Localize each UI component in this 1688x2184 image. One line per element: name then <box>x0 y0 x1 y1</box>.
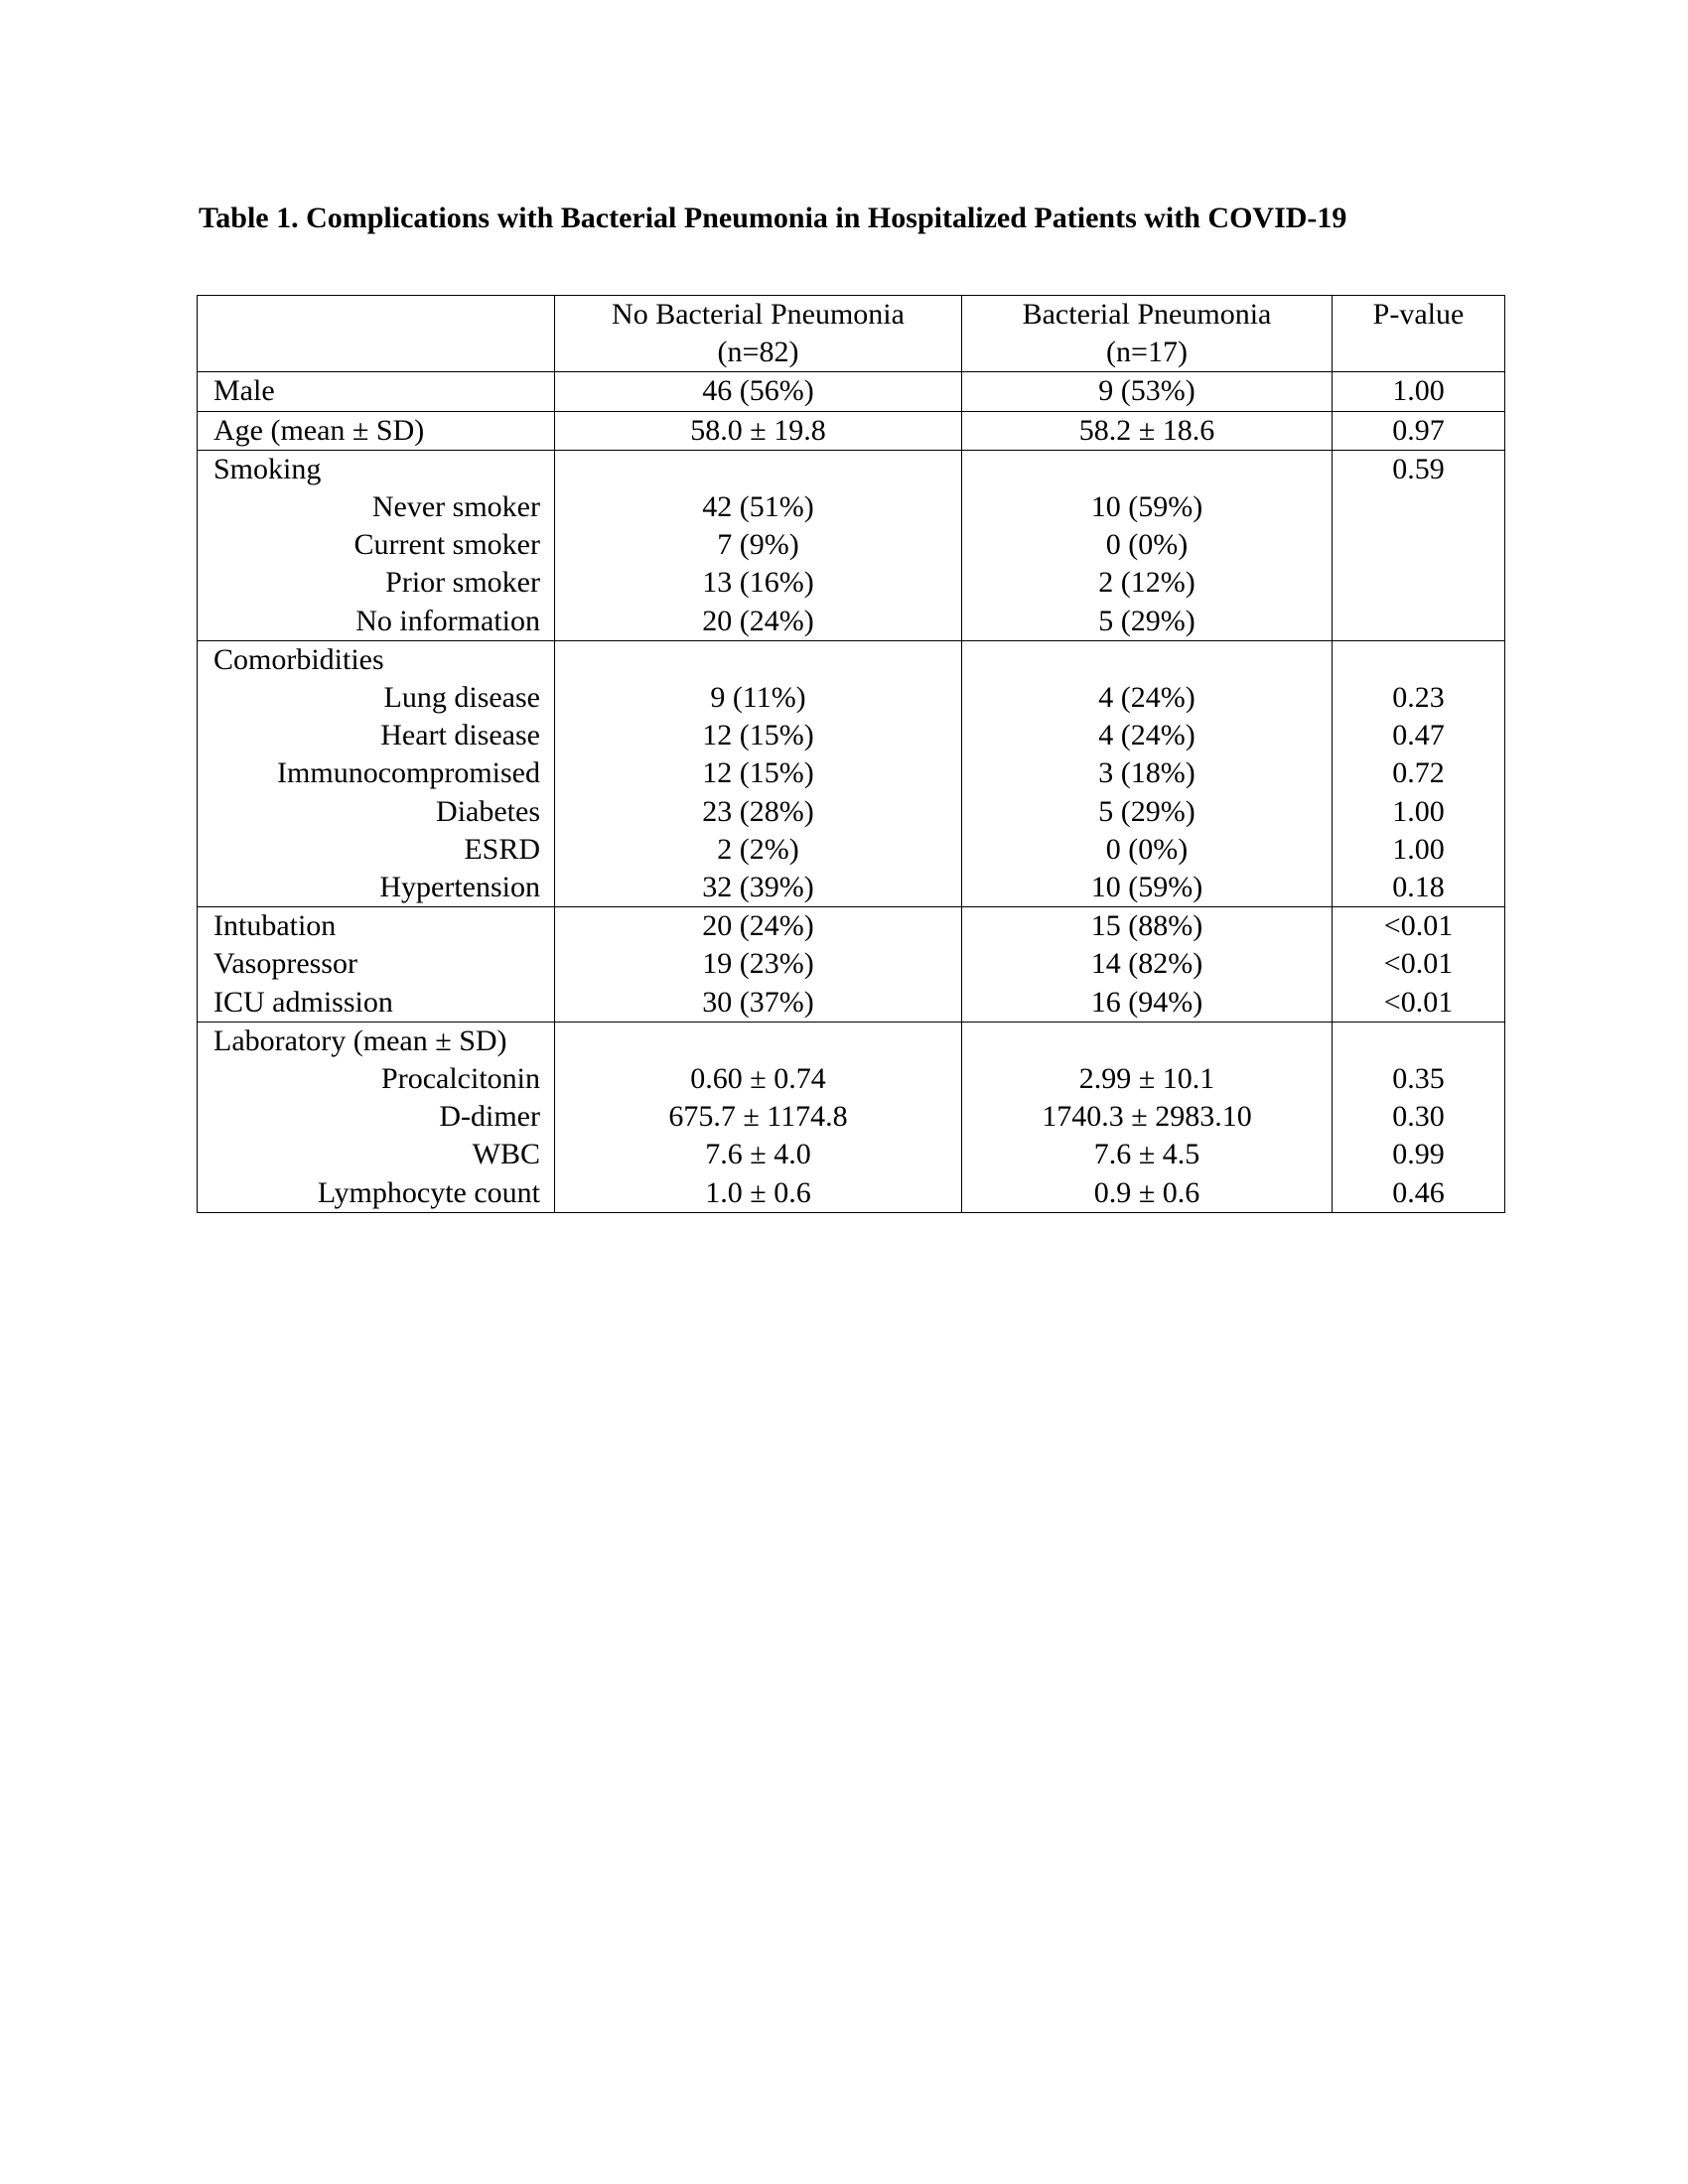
header-no-bacterial-pneumonia <box>555 296 962 372</box>
table-row <box>198 640 1505 679</box>
row-label: ICU admission <box>198 984 555 1023</box>
table-row <box>198 564 1505 602</box>
bp-value: 4 (24%) <box>962 717 1333 754</box>
row-label: WBC <box>198 1136 555 1173</box>
no-bp-value: 12 (15%) <box>555 717 962 754</box>
empty-cell <box>555 1022 962 1060</box>
bp-value: 5 (29%) <box>962 793 1333 831</box>
no-bp-value: 9 (11%) <box>555 679 962 717</box>
p-value: 0.97 <box>1333 411 1505 450</box>
header-bacterial-pneumonia <box>962 296 1333 372</box>
bp-value: 14 (82%) <box>962 945 1333 983</box>
bp-value: 0 (0%) <box>962 831 1333 869</box>
row-label: Vasopressor <box>198 945 555 983</box>
group-outcomes <box>198 907 1505 1023</box>
empty-cell <box>962 1022 1333 1060</box>
p-value: <0.01 <box>1333 945 1505 983</box>
empty-cell <box>555 640 962 679</box>
p-value: 0.59 <box>1333 450 1505 488</box>
no-bp-value: 19 (23%) <box>555 945 962 983</box>
bp-value: 1740.3 ± 2983.10 <box>962 1098 1333 1136</box>
no-bp-value: 675.7 ± 1174.8 <box>555 1098 962 1136</box>
table-row <box>198 1136 1505 1173</box>
bp-value: 9 (53%) <box>962 372 1333 411</box>
row-label: No information <box>198 603 555 641</box>
group-male <box>198 372 1505 411</box>
results-table <box>197 295 1505 1213</box>
bp-value: 4 (24%) <box>962 679 1333 717</box>
empty-cell <box>1333 526 1505 564</box>
row-label: Current smoker <box>198 526 555 564</box>
table-row <box>198 1022 1505 1060</box>
group-smoking <box>198 450 1505 640</box>
table-row <box>198 450 1505 488</box>
no-bp-value: 7 (9%) <box>555 526 962 564</box>
no-bp-value: 32 (39%) <box>555 869 962 907</box>
p-value: 0.35 <box>1333 1060 1505 1098</box>
empty-cell <box>962 640 1333 679</box>
bp-value: 3 (18%) <box>962 754 1333 792</box>
bp-value: 10 (59%) <box>962 488 1333 526</box>
header-p-value: P-value <box>1333 296 1505 372</box>
row-label: Lymphocyte count <box>198 1174 555 1213</box>
p-value: 1.00 <box>1333 831 1505 869</box>
bp-value: 2 (12%) <box>962 564 1333 602</box>
row-label: Procalcitonin <box>198 1060 555 1098</box>
p-value: 0.23 <box>1333 679 1505 717</box>
no-bp-value: 20 (24%) <box>555 907 962 946</box>
table-row <box>198 1060 1505 1098</box>
table-row <box>198 945 1505 983</box>
row-label: D-dimer <box>198 1098 555 1136</box>
row-label: ESRD <box>198 831 555 869</box>
row-label: Immunocompromised <box>198 754 555 792</box>
bp-value: 58.2 ± 18.6 <box>962 411 1333 450</box>
no-bp-value: 12 (15%) <box>555 754 962 792</box>
row-label: Prior smoker <box>198 564 555 602</box>
no-bp-value: 23 (28%) <box>555 793 962 831</box>
p-value: 0.47 <box>1333 717 1505 754</box>
empty-cell <box>1333 603 1505 641</box>
no-bp-value: 2 (2%) <box>555 831 962 869</box>
table-row <box>198 526 1505 564</box>
table-row <box>198 793 1505 831</box>
table-row <box>198 1174 1505 1213</box>
table-row <box>198 869 1505 907</box>
header-bp-n: (n=17) <box>1106 336 1188 369</box>
p-value: 0.18 <box>1333 869 1505 907</box>
empty-cell <box>962 450 1333 488</box>
no-bp-value: 1.0 ± 0.6 <box>555 1174 962 1213</box>
table-header <box>198 296 1505 372</box>
p-value: <0.01 <box>1333 984 1505 1023</box>
p-value: 1.00 <box>1333 372 1505 411</box>
table-row <box>198 679 1505 717</box>
p-value: 1.00 <box>1333 793 1505 831</box>
p-value: 0.30 <box>1333 1098 1505 1136</box>
bp-value: 10 (59%) <box>962 869 1333 907</box>
table-row <box>198 488 1505 526</box>
p-value: <0.01 <box>1333 907 1505 946</box>
empty-cell <box>1333 640 1505 679</box>
header-row <box>198 296 1505 372</box>
row-label: Diabetes <box>198 793 555 831</box>
row-label: Age (mean ± SD) <box>198 411 555 450</box>
table-row <box>198 1098 1505 1136</box>
table-row <box>198 831 1505 869</box>
group-comorbidities <box>198 640 1505 906</box>
group-label: Comorbidities <box>198 640 555 679</box>
p-value: 0.46 <box>1333 1174 1505 1213</box>
no-bp-value: 58.0 ± 19.8 <box>555 411 962 450</box>
header-bp-title: Bacterial Pneumonia <box>1022 298 1272 331</box>
no-bp-value: 13 (16%) <box>555 564 962 602</box>
no-bp-value: 0.60 ± 0.74 <box>555 1060 962 1098</box>
bp-value: 5 (29%) <box>962 603 1333 641</box>
table-row <box>198 411 1505 450</box>
p-value: 0.99 <box>1333 1136 1505 1173</box>
row-label: Intubation <box>198 907 555 946</box>
bp-value: 7.6 ± 4.5 <box>962 1136 1333 1173</box>
empty-cell <box>1333 564 1505 602</box>
header-blank-cell <box>198 296 555 372</box>
group-laboratory <box>198 1022 1505 1212</box>
table-row <box>198 717 1505 754</box>
bp-value: 0.9 ± 0.6 <box>962 1174 1333 1213</box>
table-row <box>198 603 1505 641</box>
table-row <box>198 754 1505 792</box>
no-bp-value: 46 (56%) <box>555 372 962 411</box>
table-title: Table 1. Complications with Bacterial Pneumonia in Hospitalized Patients with COVID-19 <box>199 202 1347 234</box>
no-bp-value: 42 (51%) <box>555 488 962 526</box>
row-label: Hypertension <box>198 869 555 907</box>
header-no-bp-title: No Bacterial Pneumonia <box>612 298 905 331</box>
empty-cell <box>1333 488 1505 526</box>
bp-value: 0 (0%) <box>962 526 1333 564</box>
p-value: 0.72 <box>1333 754 1505 792</box>
row-label: Never smoker <box>198 488 555 526</box>
no-bp-value: 20 (24%) <box>555 603 962 641</box>
group-label: Laboratory (mean ± SD) <box>198 1022 555 1060</box>
table-row <box>198 984 1505 1023</box>
empty-cell <box>1333 1022 1505 1060</box>
row-label: Heart disease <box>198 717 555 754</box>
no-bp-value: 7.6 ± 4.0 <box>555 1136 962 1173</box>
table-row <box>198 907 1505 946</box>
bp-value: 15 (88%) <box>962 907 1333 946</box>
group-age <box>198 411 1505 450</box>
empty-cell <box>555 450 962 488</box>
row-label: Lung disease <box>198 679 555 717</box>
bp-value: 16 (94%) <box>962 984 1333 1023</box>
no-bp-value: 30 (37%) <box>555 984 962 1023</box>
table-row <box>198 372 1505 411</box>
bp-value: 2.99 ± 10.1 <box>962 1060 1333 1098</box>
group-label: Smoking <box>198 450 555 488</box>
row-label: Male <box>198 372 555 411</box>
header-no-bp-n: (n=82) <box>717 336 799 369</box>
